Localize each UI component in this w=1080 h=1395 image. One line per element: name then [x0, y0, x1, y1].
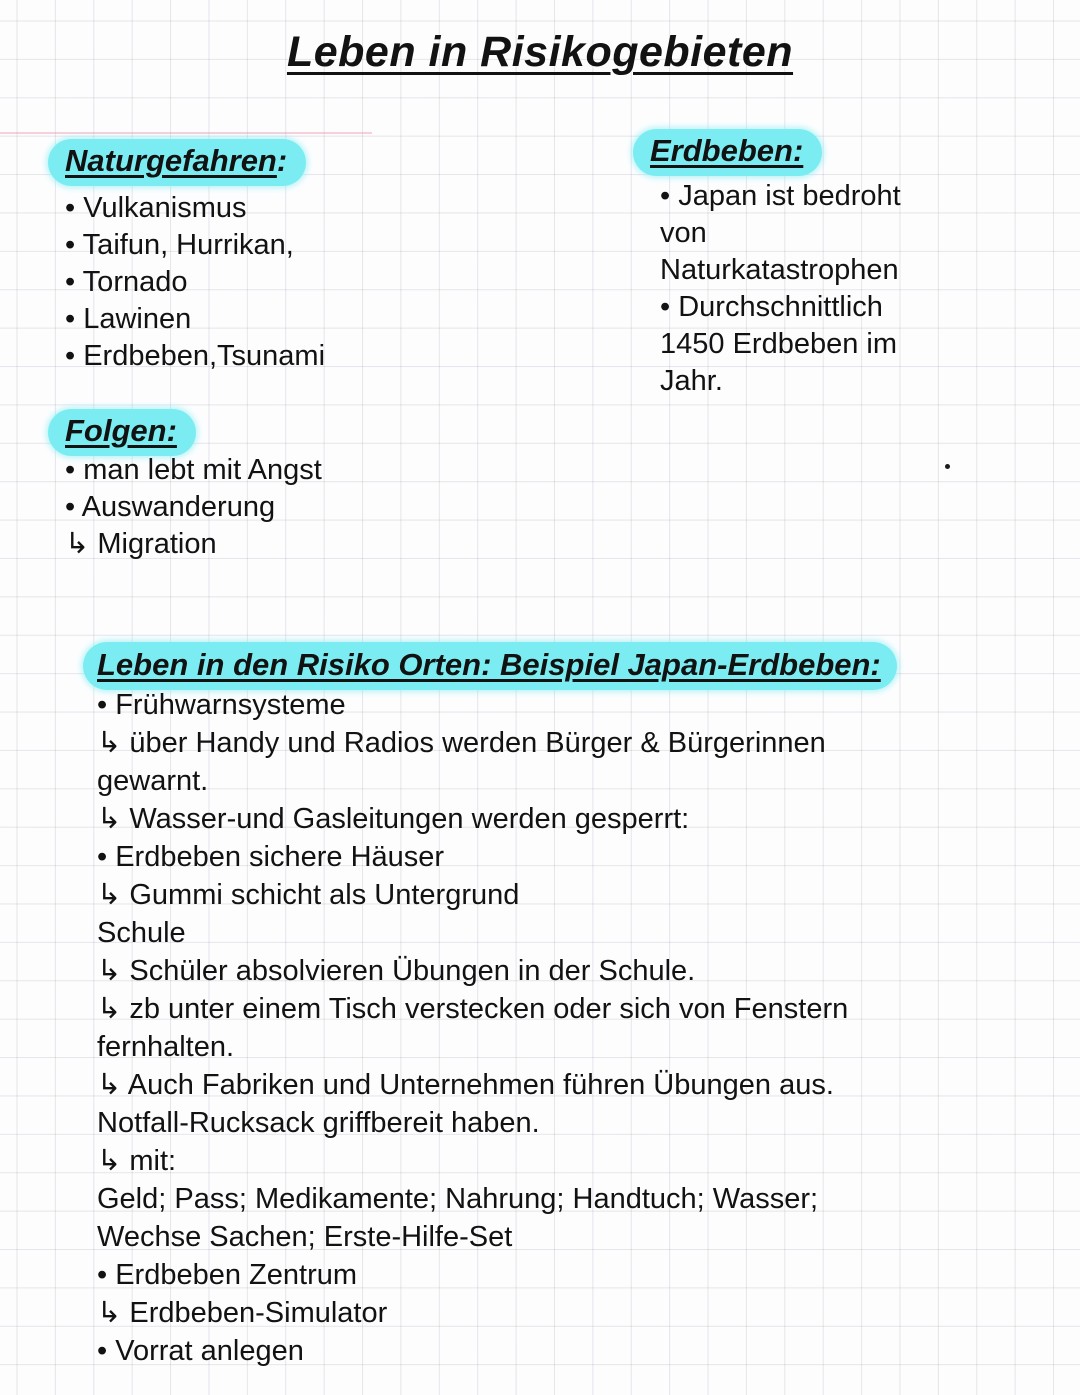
- note-line: • Vulkanismus: [65, 192, 247, 224]
- note-line: • Vorrat anlegen: [97, 1335, 304, 1367]
- note-line: • Taifun, Hurrikan,: [65, 229, 294, 261]
- note-line: Jahr.: [660, 365, 723, 397]
- heading-text: Folgen:: [65, 413, 177, 448]
- note-line: ↳ Gummi schicht als Untergrund: [97, 879, 520, 911]
- note-line: • Erdbeben sichere Häuser: [97, 841, 445, 873]
- note-line: ↳ Erdbeben-Simulator: [97, 1297, 388, 1329]
- note-line: ↳ Schüler absolvieren Übungen in der Schule.: [97, 955, 696, 987]
- highlighter-smudge-line: [0, 132, 372, 134]
- section-heading-folgen: [48, 409, 196, 456]
- note-line: 1450 Erdbeben im: [660, 328, 897, 360]
- note-line: ↳ Auch Fabriken und Unternehmen führen Übungen aus.: [97, 1069, 834, 1101]
- note-line: • Lawinen: [65, 303, 192, 335]
- note-line: • Erdbeben Zentrum: [97, 1259, 358, 1291]
- note-line: ↳ zb unter einem Tisch verstecken oder sich von Fenstern: [97, 993, 849, 1025]
- note-line: Schule: [97, 917, 186, 949]
- section-heading-naturgefahren: [48, 139, 306, 186]
- note-line: Wechse Sachen; Erste-Hilfe-Set: [97, 1221, 513, 1253]
- erdbeben-list: [660, 178, 901, 400]
- heading-text: Leben in den Risiko Orten: Beispiel Japan-Erdbeben:: [97, 647, 881, 682]
- section-heading-erdbeben: [633, 129, 822, 176]
- note-line: ↳ mit:: [97, 1145, 177, 1177]
- section-heading-japan: [83, 642, 897, 690]
- note-line: • Japan ist bedroht: [660, 180, 901, 212]
- page-title: [0, 28, 1080, 77]
- folgen-list: [65, 452, 322, 563]
- note-line: • Frühwarnsysteme: [97, 689, 346, 721]
- note-line: Geld; Pass; Medikamente; Nahrung; Handtuch; Wasser;: [97, 1183, 819, 1215]
- note-line: • Auswanderung: [65, 491, 276, 523]
- page-title-text: Leben in Risikogebieten: [286, 28, 794, 76]
- note-line: • Durchschnittlich: [660, 291, 883, 323]
- heading-text: Erdbeben:: [650, 133, 804, 168]
- naturgefahren-list: [65, 190, 325, 375]
- note-line: Naturkatastrophen: [660, 254, 899, 286]
- note-line: fernhalten.: [97, 1031, 235, 1063]
- note-line: von: [660, 217, 707, 249]
- note-line: • Erdbeben,Tsunami: [65, 340, 326, 372]
- note-line: • man lebt mit Angst: [65, 454, 322, 486]
- heading-text: Naturgefahren: [65, 143, 277, 178]
- note-line: Notfall-Rucksack griffbereit haben.: [97, 1107, 540, 1139]
- heading-colon: :: [276, 143, 288, 178]
- note-line: ↳ über Handy und Radios werden Bürger & Bürgerinnen: [97, 727, 826, 759]
- note-line: gewarnt.: [97, 765, 209, 797]
- note-line: ↳ Wasser-und Gasleitungen werden gesperrt:: [97, 803, 690, 835]
- japan-list: [97, 686, 848, 1370]
- note-line: • Tornado: [65, 266, 188, 298]
- stray-ink-dot: [945, 464, 950, 469]
- note-line: ↳ Migration: [65, 528, 217, 560]
